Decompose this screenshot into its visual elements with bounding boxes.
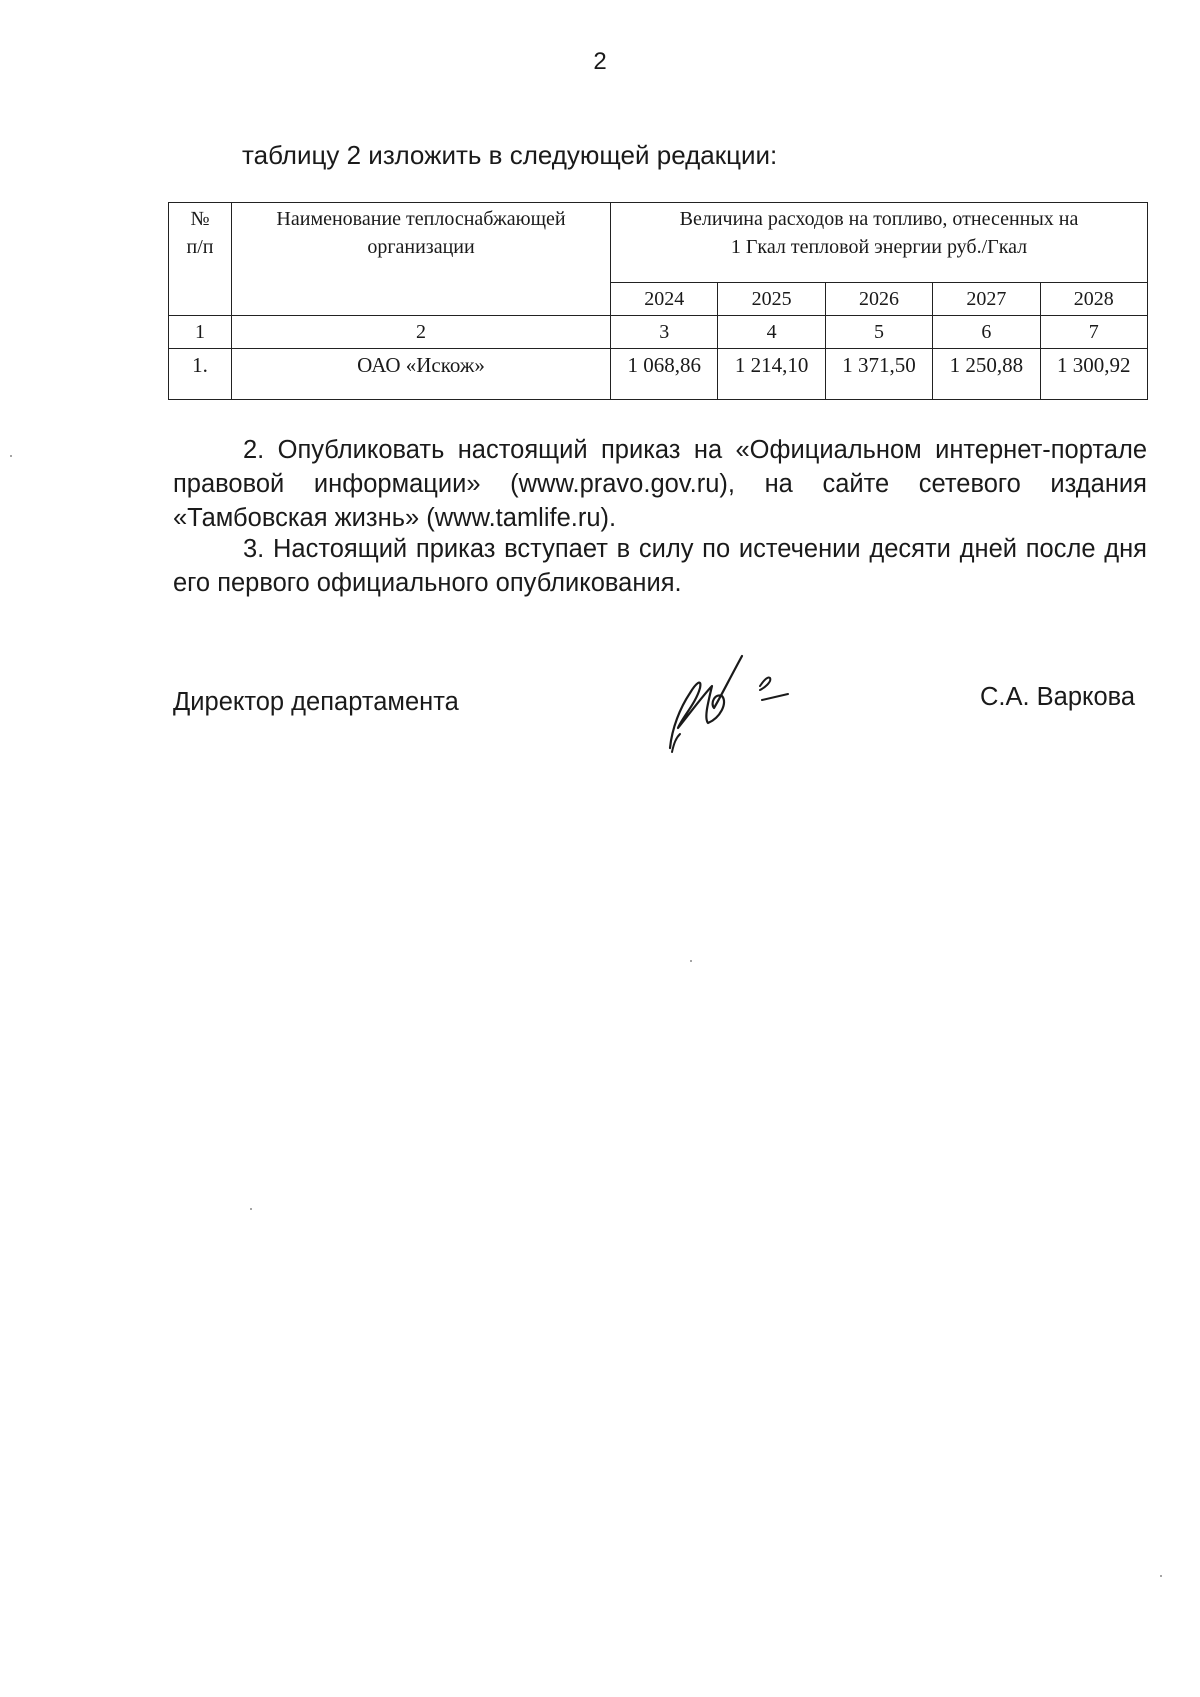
header-num-line2: п/п: [186, 236, 214, 258]
paragraph-effective: [173, 532, 1147, 600]
scan-speck: [10, 455, 12, 457]
header-year: 2028: [1040, 283, 1147, 316]
row-num: 1.: [169, 349, 232, 400]
header-name-cell: [232, 203, 611, 316]
header-name-line2: организации: [367, 236, 475, 258]
header-year: 2027: [933, 283, 1040, 316]
column-index: 4: [718, 316, 825, 349]
signatory-title: Директор департамента: [173, 688, 459, 716]
value-cell: 1 371,50: [825, 349, 932, 400]
header-value-cell: [611, 203, 1148, 283]
value-cell: 1 068,86: [611, 349, 718, 400]
paragraph-effective-text: 3. Настоящий приказ вступает в силу по истечении десяти дней после дня его первого официального опубликования.: [173, 535, 1147, 597]
value-cell: 1 250,88: [933, 349, 1040, 400]
column-index: 2: [232, 316, 611, 349]
scan-speck: [250, 1208, 252, 1210]
column-index-row: [169, 316, 1148, 349]
header-value-line2: 1 Гкал тепловой энергии руб./Гкал: [730, 236, 1028, 258]
header-year: 2025: [718, 283, 825, 316]
intro-text: таблицу 2 изложить в следующей редакции:: [242, 140, 778, 170]
header-num-line1: №: [190, 208, 210, 230]
column-index: 6: [933, 316, 1040, 349]
value-cell: 1 214,10: [718, 349, 825, 400]
scan-speck: [1160, 1575, 1162, 1577]
organization-name: ОАО «Искож»: [232, 349, 611, 400]
header-num-cell: [169, 203, 232, 316]
scan-speck: [690, 960, 692, 962]
header-name-line1: Наименование теплоснабжающей: [276, 208, 566, 230]
column-index: 7: [1040, 316, 1147, 349]
header-year: 2024: [611, 283, 718, 316]
table-row: [169, 349, 1148, 400]
paragraph-publish-text: 2. Опубликовать настоящий приказ на «Официальном интернет-портале правовой информации» (www.pravo.gov.ru), на сайте сетевого издания «Тамбовская жизнь» (www.tamlife.ru).: [173, 436, 1147, 532]
paragraph-publish: [173, 433, 1147, 535]
header-year: 2026: [825, 283, 932, 316]
page-number: 2: [593, 48, 607, 75]
header-value-line1: Величина расходов на топливо, отнесенных на: [679, 208, 1079, 230]
column-index: 5: [825, 316, 932, 349]
handwritten-signature: [660, 648, 810, 758]
fuel-cost-table: [168, 202, 1148, 400]
value-cell: 1 300,92: [1040, 349, 1147, 400]
column-index: 3: [611, 316, 718, 349]
signatory-name: С.А. Варкова: [980, 683, 1136, 711]
column-index: 1: [169, 316, 232, 349]
